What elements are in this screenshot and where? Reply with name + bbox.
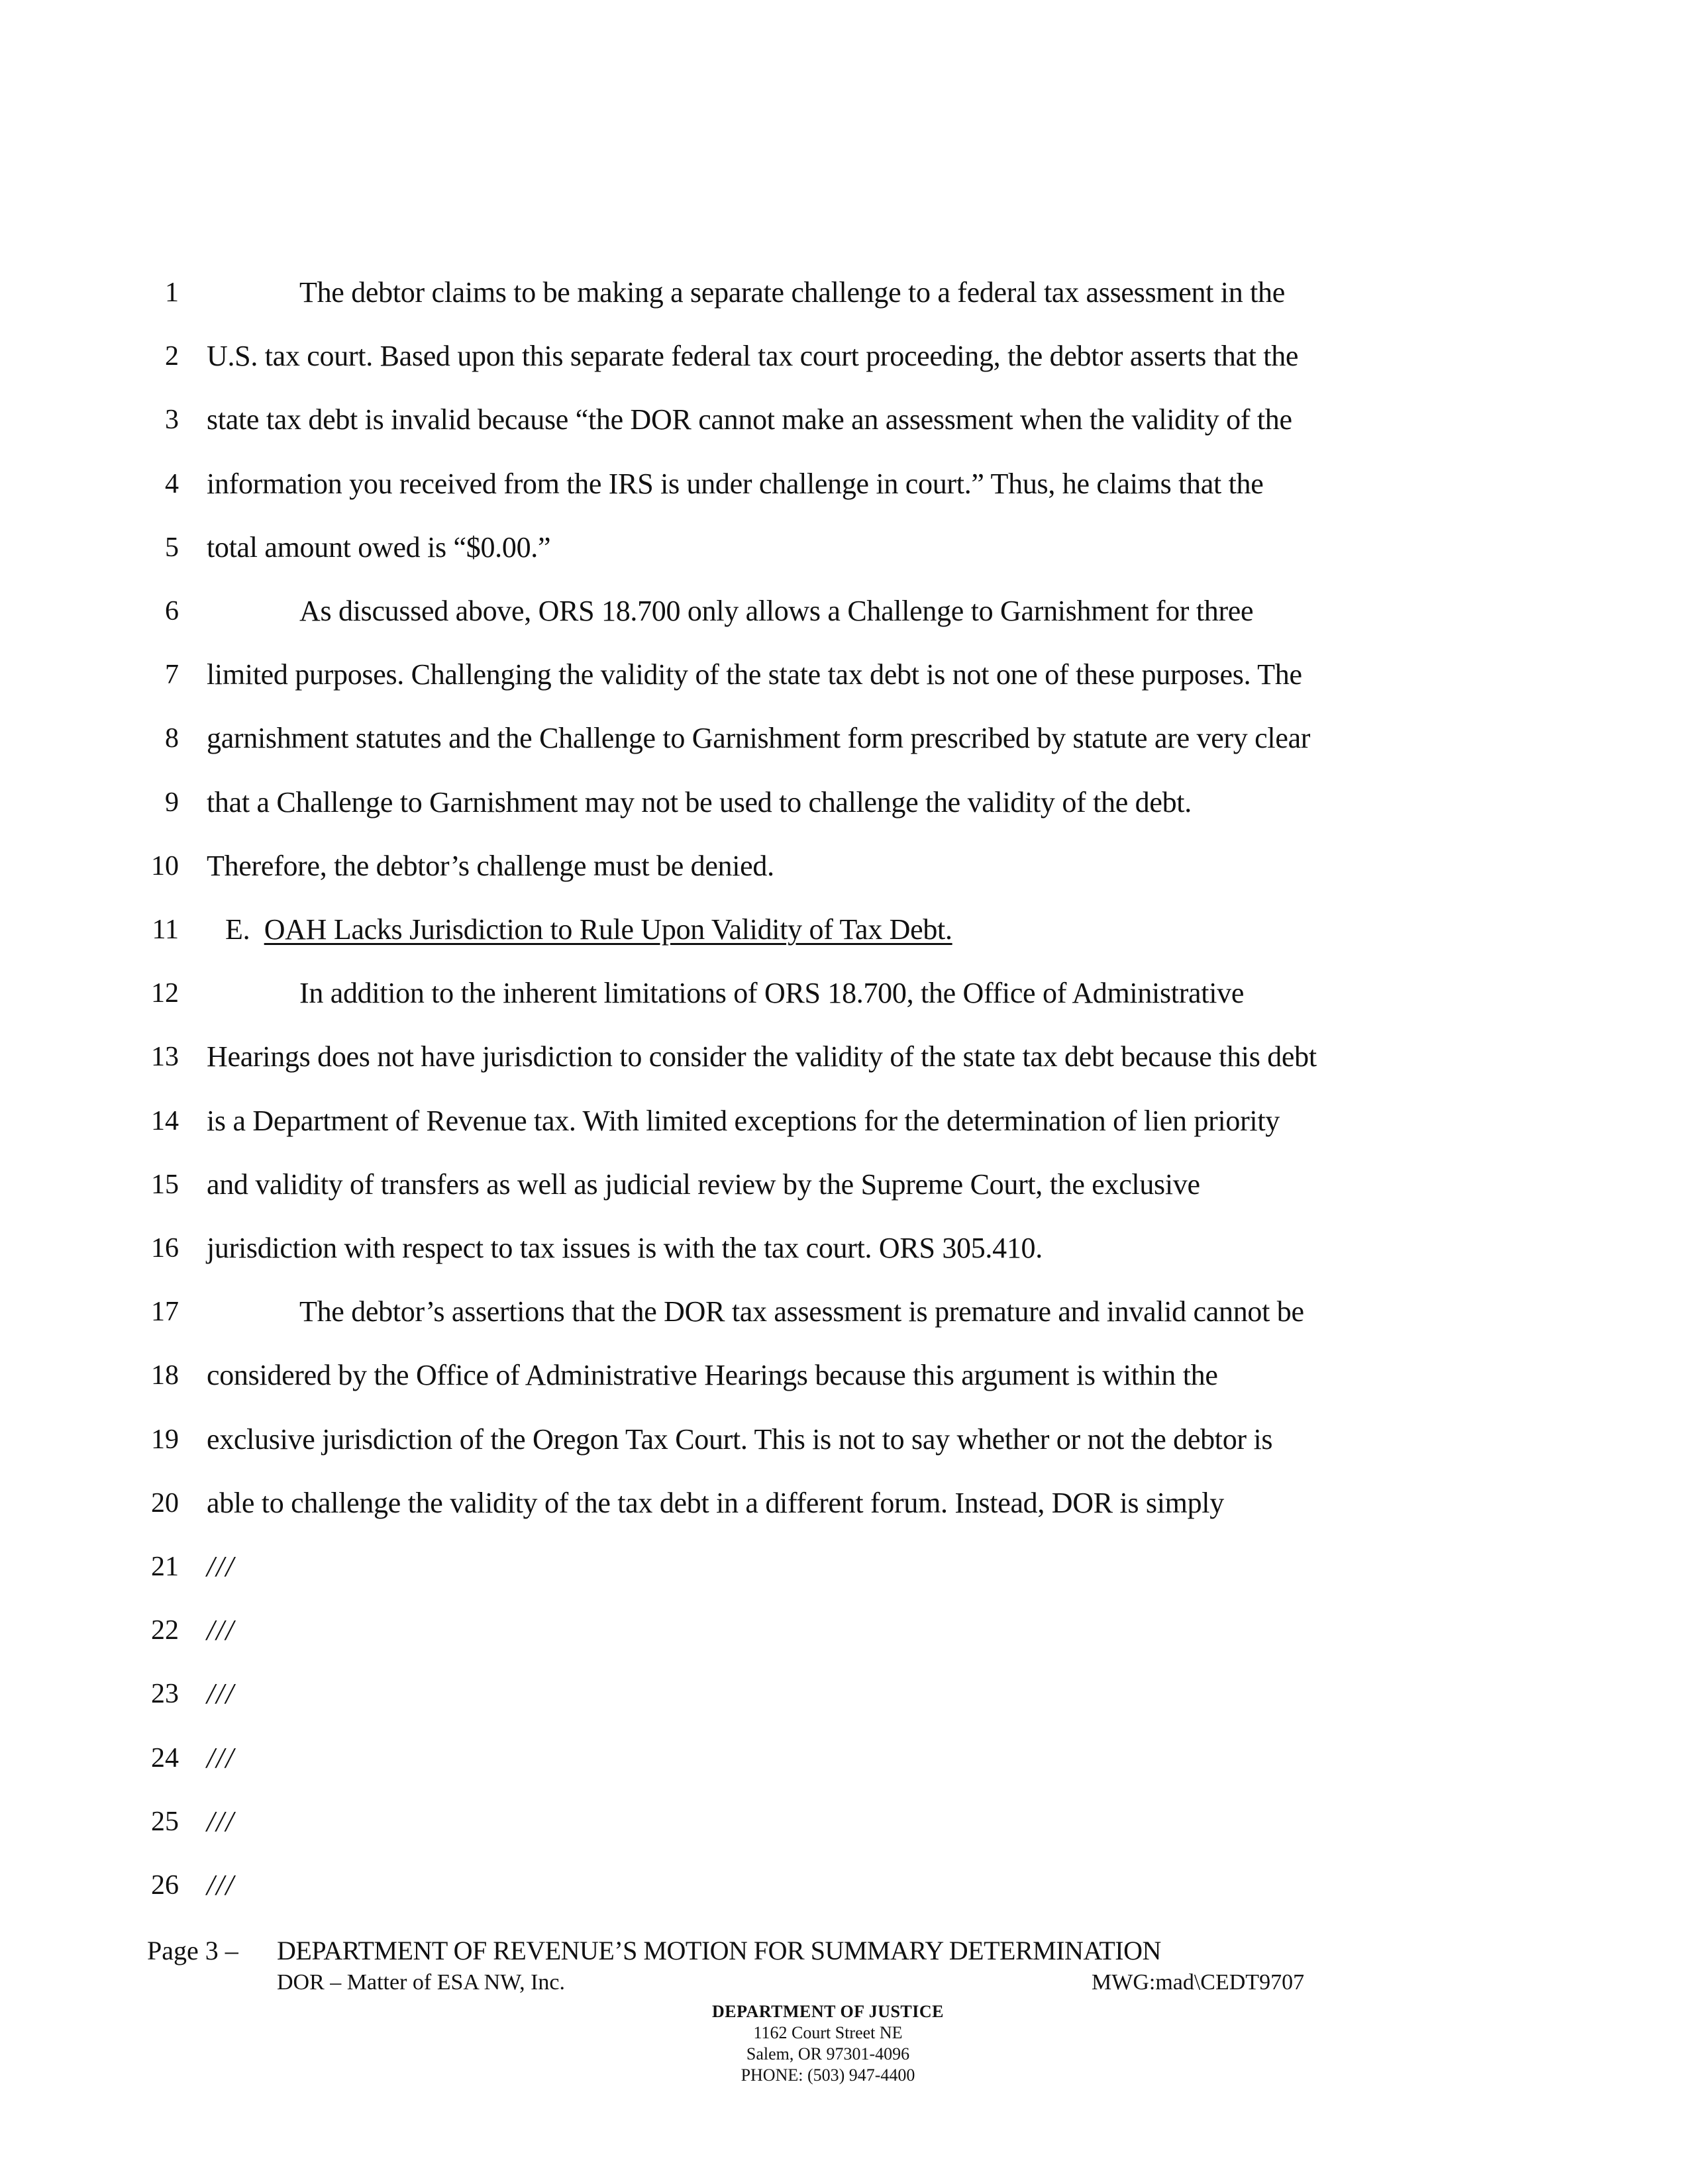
office-city: Salem, OR 97301-4096 [746, 2044, 910, 2063]
pleading-line [0, 1101, 1689, 1165]
line-number: 2 [165, 341, 179, 372]
line-text: The debtor’s assertions that the DOR tax assessment is premature and invalid cannot be [299, 1295, 1304, 1328]
line-text: is a Department of Revenue tax. With limited exceptions for the determination of lien priority [207, 1104, 1280, 1137]
office-name: DEPARTMENT OF JUSTICE [711, 2002, 945, 2021]
pleading-line [0, 1674, 1689, 1738]
pleading-line [0, 528, 1689, 591]
line-text: and validity of transfers as well as judicial review by the Supreme Court, the exclusive [207, 1167, 1200, 1201]
office-address-block [596, 2001, 1060, 2086]
pleading-line [0, 783, 1689, 846]
office-street: 1162 Court Street NE [753, 2023, 903, 2042]
line-text: In addition to the inherent limitations of ORS 18.700, the Office of Administrative [299, 977, 1245, 1010]
document-reference: MWG:mad\CEDT9707 [1092, 1970, 1305, 1995]
line-number: 16 [151, 1233, 179, 1264]
continuation-marker: /// [207, 1550, 235, 1583]
line-text: exclusive jurisdiction of the Oregon Tax Court. This is not to say whether or not the debtor is [207, 1422, 1273, 1456]
line-number: 19 [151, 1424, 179, 1455]
line-text: considered by the Office of Administrative Hearings because this argument is within the [207, 1359, 1218, 1392]
line-text: Hearings does not have jurisdiction to consider the validity of the state tax debt because this debt [207, 1040, 1317, 1073]
continuation-marker: /// [207, 1677, 235, 1711]
line-number: 8 [165, 723, 179, 754]
pleading-line [0, 1802, 1689, 1865]
line-number: 12 [151, 978, 179, 1009]
continuation-marker: /// [207, 1614, 235, 1647]
page-number-label: Page 3 – [147, 1936, 238, 1965]
line-number: 14 [151, 1105, 179, 1136]
line-number: 1 [165, 277, 179, 308]
line-text: total amount owed is “$0.00.” [207, 530, 551, 564]
pleading-line [0, 846, 1689, 910]
pleading-line [0, 1611, 1689, 1674]
matter-caption: DOR – Matter of ESA NW, Inc. [277, 1970, 566, 1995]
line-number: 4 [165, 468, 179, 499]
line-number: 10 [151, 850, 179, 881]
line-number: 17 [151, 1297, 179, 1328]
pleading-line [0, 336, 1689, 400]
line-text: state tax debt is invalid because “the DOR cannot make an assessment when the validity of the [207, 403, 1292, 436]
line-number: 15 [151, 1169, 179, 1200]
section-heading-title: OAH Lacks Jurisdiction to Rule Upon Validity of Tax Debt. [264, 913, 952, 946]
continuation-marker: /// [207, 1805, 235, 1838]
pleading-line [0, 910, 1689, 973]
line-number: 26 [151, 1870, 179, 1901]
line-number: 24 [151, 1742, 179, 1773]
line-text: As discussed above, ORS 18.700 only allows a Challenge to Garnishment for three [299, 595, 1254, 627]
line-number: 3 [165, 405, 179, 436]
line-text: that a Challenge to Garnishment may not be used to challenge the validity of the debt. [207, 785, 1192, 819]
pleading-line [0, 1356, 1689, 1419]
pleading-line [0, 1547, 1689, 1611]
pleading-line [0, 1037, 1689, 1101]
pleading-line [0, 1865, 1689, 1929]
line-number: 25 [151, 1806, 179, 1837]
continuation-marker: /// [207, 1741, 235, 1774]
line-text: able to challenge the validity of the tax debt in a different forum. Instead, DOR is simply [207, 1486, 1224, 1519]
line-text: U.S. tax court. Based upon this separate federal tax court proceeding, the debtor asserts that the [207, 340, 1299, 373]
pleading-line [0, 973, 1689, 1037]
line-number: 13 [151, 1042, 179, 1073]
line-number: 21 [151, 1552, 179, 1582]
document-title: DEPARTMENT OF REVENUE’S MOTION FOR SUMMARY DETERMINATION [277, 1936, 1161, 1965]
continuation-marker: /// [207, 1869, 235, 1901]
line-number: 11 [152, 915, 179, 945]
pleading-line [0, 655, 1689, 719]
pleading-line [0, 1483, 1689, 1547]
pleading-line [0, 1228, 1689, 1292]
pleading-line [0, 273, 1689, 336]
line-text: limited purposes. Challenging the validity of the state tax debt is not one of these purposes. The [207, 658, 1302, 691]
line-text: Therefore, the debtor’s challenge must be denied. [207, 849, 774, 882]
pleading-line [0, 400, 1689, 464]
line-text: The debtor claims to be making a separate challenge to a federal tax assessment in the [299, 276, 1285, 309]
line-text: information you received from the IRS is under challenge in court.” Thus, he claims that the [207, 467, 1264, 500]
line-number: 9 [165, 787, 179, 818]
line-number: 6 [165, 596, 179, 626]
pleading-line [0, 464, 1689, 528]
pleading-line [0, 1292, 1689, 1356]
line-number: 5 [165, 532, 179, 563]
pleading-line [0, 1420, 1689, 1483]
line-number: 22 [151, 1615, 179, 1646]
section-letter: E. [225, 913, 250, 946]
pleading-line [0, 591, 1689, 655]
pleading-line [0, 1738, 1689, 1802]
pleading-line [0, 719, 1689, 782]
line-number: 23 [151, 1679, 179, 1710]
line-number: 7 [165, 660, 179, 691]
line-number: 18 [151, 1360, 179, 1391]
line-text: jurisdiction with respect to tax issues is with the tax court. ORS 305.410. [207, 1232, 1043, 1264]
office-phone: PHONE: (503) 947-4400 [741, 2065, 915, 2085]
section-heading [225, 910, 952, 950]
line-text: garnishment statutes and the Challenge to Garnishment form prescribed by statute are very clear [207, 722, 1311, 755]
line-number: 20 [151, 1487, 179, 1518]
pleading-line [0, 1165, 1689, 1228]
